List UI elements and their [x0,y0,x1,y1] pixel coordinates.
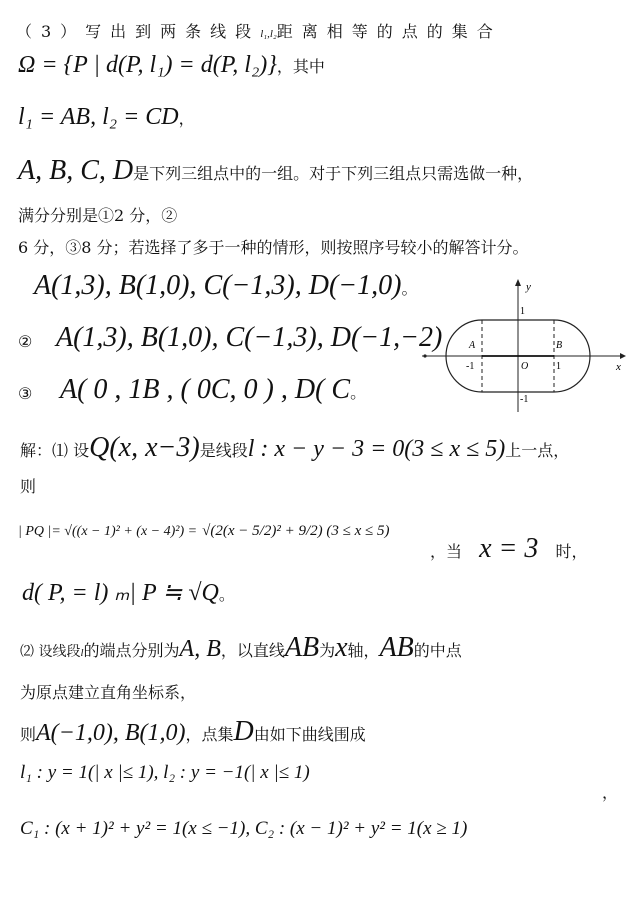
solution-2-mid3: 为 [319,641,336,660]
l-definition-line [18,104,195,131]
ab-midpoint-symbol: AB [379,632,414,663]
solution-2-mid4: 轴， [347,641,380,660]
y-tick-bottom: -1 [520,394,529,405]
solution-1-mid: 是线段 [199,441,248,460]
l-curves-formula: l₁ : y = 1(| x |≤ 1), l₂ : y = −1(| x |≤ 1) [20,762,310,783]
x-axis-label: x [616,361,621,373]
option-2-formula: A(1,3), B(1,0), C(−1,3), D(−1,−2) [56,322,443,353]
x-equals-3: x = 3 [479,533,539,564]
l-definition-formula: l₁ = AB, l₂ = CD [18,104,179,130]
x-tick-left: -1 [466,361,475,372]
origin-label: O [521,361,529,372]
option-2-line [18,322,442,354]
figure-dot [423,354,426,357]
option-3-suffix: 。 [350,383,367,402]
y-axis-label: y [526,281,531,293]
region-figure [420,278,626,416]
option-1-formula: A(1,3), B(1,0), C(−1,3), D(−1,0) [34,270,402,301]
part3-heading-suffix: 距离相等的点的集合 [276,22,502,41]
solution-1-suffix: 上一点， [505,441,570,460]
distance-result-line [22,578,235,607]
option-3-formula: A( 0 , 1B , ( 0C, 0 ) , D( C [60,374,351,405]
score-line-2: 6 分，③8 分；若选择了多于一种的情形，则按照序号较小的解答计分。 [18,238,529,257]
when-line [430,533,588,565]
solution-1-prefix: 解：⑴ 设 [20,441,90,460]
solution-1-line [20,432,569,464]
l-curves-line [20,762,310,784]
set-suffix: 由如下曲线围成 [253,725,366,744]
c-curves-formula: C₁ : (x + 1)² + y² = 1(x ≤ −1), C₂ : (x − 1)² + y² = 1(x ≥ 1) [20,818,468,839]
point-a-label: A [469,340,476,351]
option-3-marker: ③ [18,384,33,403]
l-definition-suffix: ， [178,109,195,128]
omega-suffix: ，其中 [276,57,325,76]
distance-result-suffix: 。 [218,585,235,604]
solution-2-line [20,632,462,664]
solution-2-then: 则 [20,725,37,744]
segment-l-equation: l : x − y − 3 = 0(3 ≤ x ≤ 5) [247,436,506,462]
x-tick-right: 1 [556,361,561,372]
option-2-marker: ② [18,332,33,351]
option-3-line [18,374,366,406]
solution-2-points-line [20,716,366,748]
option-1-suffix: 。 [401,279,418,298]
pq-rhs-formula: √(2(x − 5/2)² + 9/2) (3 ≤ x ≤ 5) [202,523,390,539]
abcd-formula: A, B, C, D [18,155,134,186]
segment-l-symbol: l [80,647,84,659]
abcd-text: 是下列三组点中的一组。对于下列三组点只需选做一种， [133,164,534,183]
pq-distance-line [18,520,389,540]
when-prefix: ，当 [430,542,463,561]
part3-heading-line [16,19,502,42]
solution-2-prefix: ⑵ 设线段 [20,644,81,660]
when-suffix: 时， [555,542,588,561]
l1-l2-label: l₁,l₂ [260,28,277,40]
solution-2-mid2: ，以直线 [220,641,285,660]
set-d-symbol: D [233,716,254,747]
x-axis-arrow [620,353,626,359]
x-axis-symbol: x [335,632,348,663]
y-tick-top: 1 [520,306,525,317]
pq-lhs-formula: | PQ |= √((x − 1)² + (x − 4)²) = [18,524,198,539]
solution-2-mid1: 的端点分别为 [83,641,180,660]
distance-result-formula: d( P, = l) ₘ| P ≒ √Q [22,580,219,606]
omega-set-formula: Ω = {P | d(P, l₁) = d(P, l₂)} [18,52,277,78]
solution-2-mid5: 的中点 [413,641,462,660]
score-line-1: 满分分别是①2 分，② [18,206,178,225]
ab-endpoints: A, B [179,636,221,662]
part3-heading-prefix: （3）写出到两条线段 [16,22,261,41]
y-axis-arrow [515,279,521,286]
solution-2-line-2: 为原点建立直角坐标系， [20,683,197,702]
option-1-line [34,270,418,302]
omega-line [18,52,325,79]
point-q-formula: Q(x, x−3) [89,432,200,463]
point-b-label: B [556,340,563,351]
solution-1-then: 则 [20,477,37,496]
abcd-line [18,155,533,187]
set-prefix: ，点集 [185,725,234,744]
points-ab-formula: A(−1,0), B(1,0) [36,720,186,746]
line-ab: AB [284,632,320,663]
c-curves-line [20,818,467,840]
l-curves-comma: ， [602,783,619,802]
